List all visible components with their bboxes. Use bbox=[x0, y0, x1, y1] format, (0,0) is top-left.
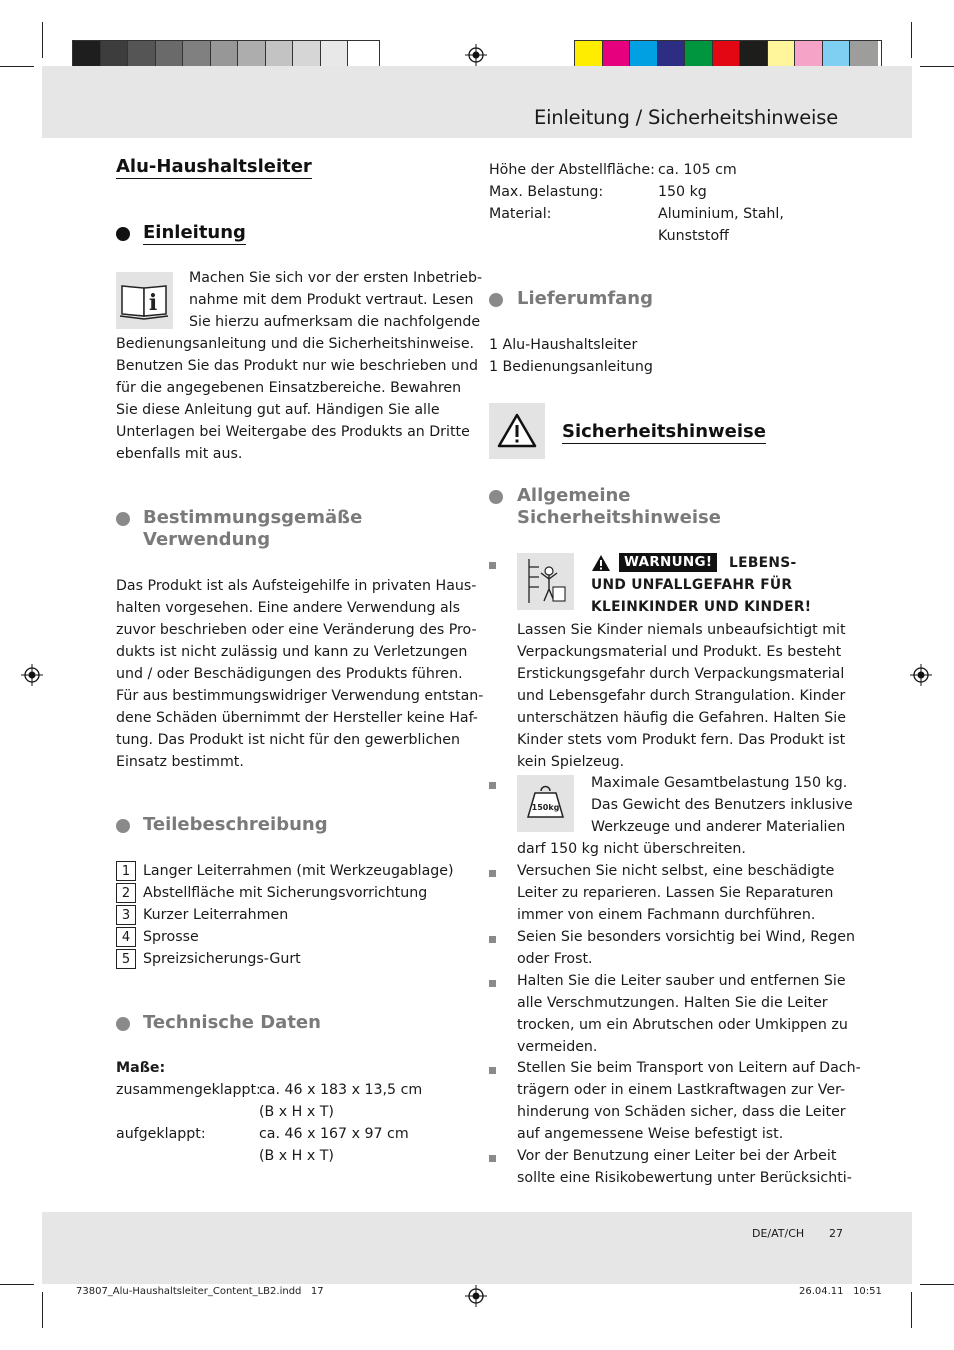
color-swatch bbox=[238, 41, 266, 68]
color-swatch bbox=[850, 41, 878, 68]
section-bullet-icon bbox=[116, 1017, 130, 1031]
crop-mark bbox=[42, 1292, 43, 1328]
heading-einleitung: Einleitung bbox=[143, 222, 246, 243]
color-swatch bbox=[685, 41, 713, 68]
page-title: Einleitung / Sicherheitshinweise bbox=[533, 106, 838, 129]
color-swatch bbox=[183, 41, 211, 68]
part-number: 4 bbox=[116, 927, 136, 947]
page-number: 27 bbox=[829, 1227, 843, 1240]
registration-mark-icon bbox=[465, 1285, 487, 1307]
load-text: darf 150 kg nicht überschreiten. bbox=[517, 841, 746, 857]
color-swatch bbox=[630, 41, 658, 68]
color-swatch bbox=[156, 41, 184, 68]
color-swatch bbox=[823, 41, 851, 68]
info-book-icon bbox=[116, 272, 173, 329]
cmyk-color-bar bbox=[574, 40, 882, 69]
grey-color-bar bbox=[72, 40, 380, 69]
warning-headline: KLEINKINDER UND KINDER! bbox=[591, 599, 812, 615]
crop-mark bbox=[911, 1292, 912, 1328]
color-swatch bbox=[73, 41, 101, 68]
list-bullet-icon bbox=[489, 562, 496, 569]
spec-label: Max. Belastung: bbox=[489, 184, 604, 200]
list-bullet-icon bbox=[489, 782, 496, 789]
load-text-short: Maximale Gesamtbelastung 150 kg. Das Gewicht des Benutzers inklusive Werkzeuge und anderer Materialien bbox=[591, 775, 853, 835]
warning-triangle-icon bbox=[591, 554, 611, 572]
registration-mark-icon bbox=[465, 44, 487, 66]
section-bullet-icon bbox=[116, 227, 130, 241]
crop-mark bbox=[42, 22, 43, 58]
safety-bullet: Halten Sie die Leiter sauber und entfernen Sie alle Verschmutzungen. Halten Sie die Leiter trocken, um ein Abrutschen oder Umkippen zu vermeiden. bbox=[517, 973, 848, 1055]
crop-mark bbox=[0, 1284, 34, 1285]
warning-headline: UND UNFALLGEFAHR FÜR bbox=[591, 577, 793, 593]
crop-mark bbox=[0, 66, 34, 67]
parts-list-item bbox=[116, 905, 288, 925]
spec-label: Material: bbox=[489, 206, 552, 222]
warning-triangle-icon bbox=[489, 403, 545, 459]
color-swatch bbox=[575, 41, 603, 68]
parts-list-item bbox=[116, 927, 199, 947]
section-bullet-icon bbox=[116, 819, 130, 833]
heading-safety: Sicherheitshinweise bbox=[562, 421, 766, 442]
heading-general-safety: Allgemeine Sicherheitshinweise bbox=[517, 485, 721, 528]
part-label: Kurzer Leiterrahmen bbox=[143, 907, 289, 923]
color-swatch bbox=[740, 41, 768, 68]
intended-use-text: Das Produkt ist als Aufsteigehilfe in privaten Haus- halten vorgesehen. Eine andere Verwendung als zuvor beschrieben oder eine Veränderung des Pro- dukts ist nicht zulässig und kann zu Verletzungen und / oder Beschädigungen des Produkts führen. Für aus bestimmungswidriger Verwendung entstan- dene Schäden übernimmt der Hersteller keine Haf- tung. Das Produkt ist nicht für den gewerblichen Einsatz bestimmt. bbox=[116, 578, 484, 770]
parts-list-item bbox=[116, 883, 427, 903]
color-swatch bbox=[321, 41, 349, 68]
spec-value: Aluminium, Stahl, bbox=[658, 206, 784, 222]
color-swatch bbox=[128, 41, 156, 68]
parts-list-item bbox=[116, 949, 301, 969]
color-swatch bbox=[768, 41, 796, 68]
heading-parts: Teilebeschreibung bbox=[143, 814, 328, 835]
spec-value: Kunststoff bbox=[658, 228, 729, 244]
scope-item: 1 Alu-Haushaltsleiter bbox=[489, 337, 638, 353]
safety-bullet: Stellen Sie beim Transport von Leitern auf Dach- trägern oder in einem Lastkraftwagen zur Ver- hinderung von Schäden sicher, dass die Leiter auf angemessene Weise befestigt ist. bbox=[517, 1060, 861, 1142]
spec-value: ca. 105 cm bbox=[658, 162, 737, 178]
color-swatch bbox=[603, 41, 631, 68]
spec-value: (B x H x T) bbox=[259, 1148, 334, 1164]
crop-mark bbox=[920, 66, 954, 67]
intro-text: Bedienungsanleitung und die Sicherheitshinweise. Benutzen Sie das Produkt nur wie beschrieben und für die angegebenen Einsatzbereiche. Bewahren Sie diese Anleitung gut auf. Händigen Sie alle Unterlagen bei Weitergabe des Produkts an Dritte ebenfalls mit aus. bbox=[116, 336, 479, 462]
color-swatch bbox=[101, 41, 129, 68]
section-bullet-icon bbox=[489, 293, 503, 307]
parts-list-item bbox=[116, 861, 454, 881]
color-swatch bbox=[266, 41, 294, 68]
heading-scope: Lieferumfang bbox=[517, 288, 654, 309]
part-label: Sprosse bbox=[143, 929, 199, 945]
registration-mark-icon bbox=[910, 664, 932, 686]
slug-timestamp: 26.04.11 10:51 bbox=[799, 1286, 882, 1297]
part-number: 3 bbox=[116, 905, 136, 925]
spec-label: aufgeklappt: bbox=[116, 1126, 206, 1142]
part-label: Abstellfläche mit Sicherungsvorrichtung bbox=[143, 885, 428, 901]
part-number: 2 bbox=[116, 883, 136, 903]
color-swatch bbox=[713, 41, 741, 68]
section-bullet-icon bbox=[489, 490, 503, 504]
crop-mark bbox=[920, 1284, 954, 1285]
scope-list bbox=[489, 334, 653, 378]
list-bullet-icon bbox=[489, 1155, 496, 1162]
heading-intended-use: Bestimmungsgemäße Verwendung bbox=[143, 507, 363, 550]
list-bullet-icon bbox=[489, 980, 496, 987]
part-number: 5 bbox=[116, 949, 136, 969]
registration-mark-icon bbox=[21, 664, 43, 686]
weight-150kg-icon bbox=[517, 775, 574, 832]
list-bullet-icon bbox=[489, 936, 496, 943]
spec-value: (B x H x T) bbox=[259, 1104, 334, 1120]
dimensions-subheading: Maße: bbox=[116, 1060, 166, 1076]
safety-bullet: Vor der Benutzung einer Leiter bei der Arbeit sollte eine Risikobewertung unter Berücksichti- bbox=[517, 1148, 852, 1186]
spec-label: zusammengeklappt: bbox=[116, 1082, 261, 1098]
list-bullet-icon bbox=[489, 1067, 496, 1074]
warning-headline: LEBENS- bbox=[729, 555, 797, 571]
part-label: Spreizsicherungs-Gurt bbox=[143, 951, 301, 967]
spec-value: 150 kg bbox=[658, 184, 707, 200]
safety-bullet: Seien Sie besonders vorsichtig bei Wind, Regen oder Frost. bbox=[517, 929, 855, 967]
section-bullet-icon bbox=[116, 512, 130, 526]
child-warning-text: Lassen Sie Kinder niemals unbeaufsichtigt mit Verpackungsmaterial und Produkt. Es besteht Erstickungsgefahr durch Verpackungsmaterial und Lebensgefahr durch Strangulation. Kinder unterschätzen häufig die Gefahren. Halten Sie Kinder stets vom Produkt fern. Das Produkt ist kein Spielzeug. bbox=[517, 622, 846, 770]
warning-badge: WARNUNG! bbox=[619, 553, 717, 572]
scope-item: 1 Bedienungsanleitung bbox=[489, 359, 653, 375]
color-swatch bbox=[293, 41, 321, 68]
spec-value: ca. 46 x 183 x 13,5 cm bbox=[259, 1082, 423, 1098]
spec-value: ca. 46 x 167 x 97 cm bbox=[259, 1126, 409, 1142]
crop-mark bbox=[911, 22, 912, 58]
color-swatch bbox=[211, 41, 239, 68]
safety-bullet: Versuchen Sie nicht selbst, eine beschädigte Leiter zu reparieren. Lassen Sie Reparaturen immer von einem Fachmann durchführen. bbox=[517, 863, 835, 923]
weight-icon-label: 150kg bbox=[531, 803, 560, 812]
heading-tech-data: Technische Daten bbox=[143, 1012, 321, 1033]
part-number: 1 bbox=[116, 861, 136, 881]
slug-filename: 73807_Alu-Haushaltsleiter_Content_LB2.indd 17 bbox=[76, 1286, 324, 1297]
footer-band bbox=[42, 1212, 912, 1284]
spec-label: Höhe der Abstellfläche: bbox=[489, 162, 655, 178]
color-swatch bbox=[658, 41, 686, 68]
footer-language: DE/AT/CH bbox=[752, 1227, 805, 1240]
intro-text-short: Machen Sie sich vor der ersten Inbetrieb- nahme mit dem Produkt vertraut. Lesen Sie hierzu aufmerksam die nachfolgende bbox=[189, 270, 483, 330]
part-label: Langer Leiterrahmen (mit Werkzeugablage) bbox=[143, 863, 454, 879]
list-bullet-icon bbox=[489, 870, 496, 877]
color-swatch bbox=[348, 41, 376, 68]
svg-text:i: i bbox=[148, 290, 158, 316]
child-warning-icon bbox=[517, 553, 574, 610]
color-swatch bbox=[795, 41, 823, 68]
product-title: Alu-Haushaltsleiter bbox=[116, 156, 312, 177]
